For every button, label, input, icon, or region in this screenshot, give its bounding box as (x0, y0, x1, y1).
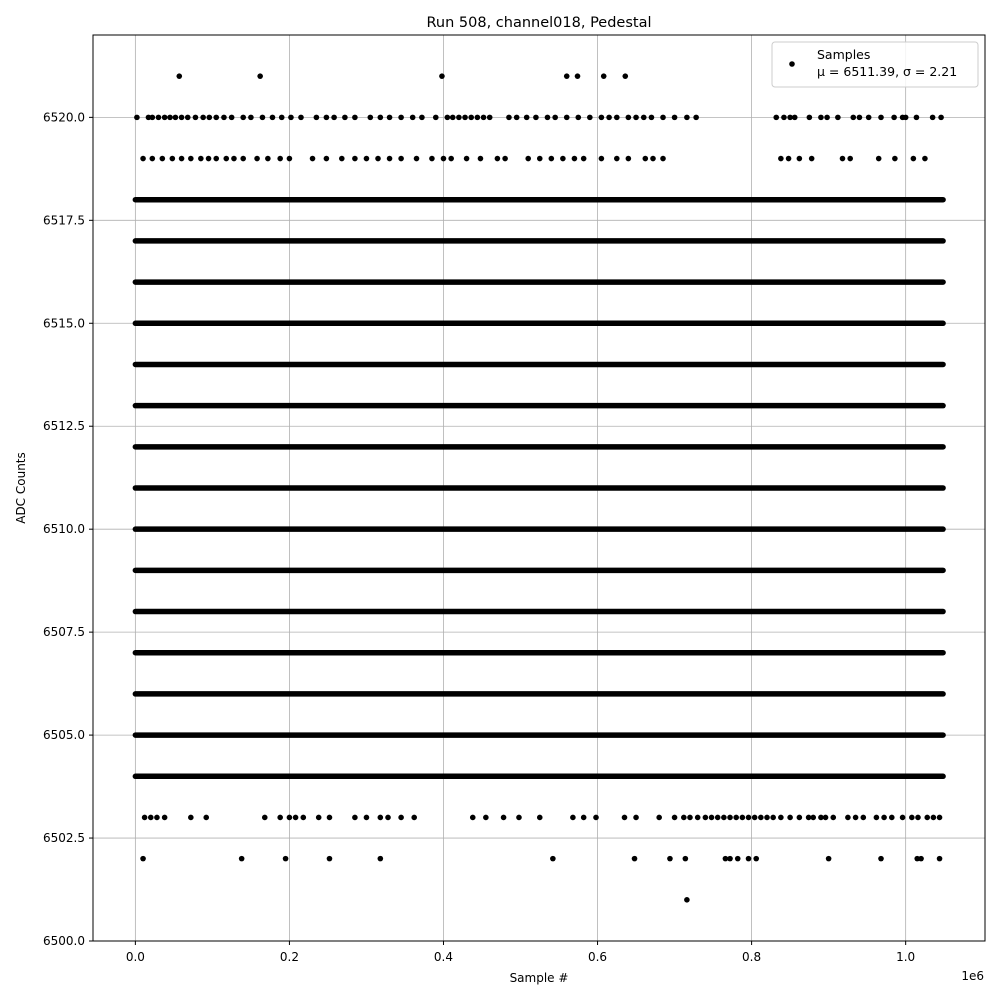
sample-point (687, 815, 693, 821)
sample-point (375, 156, 381, 162)
sample-point (545, 115, 551, 121)
sample-point (316, 815, 322, 821)
sample-point (740, 815, 746, 821)
x-tick-label: 0.8 (742, 950, 762, 964)
sample-point (254, 156, 260, 162)
sample-point (824, 115, 830, 121)
sample-point (601, 73, 607, 79)
sample-point (746, 856, 752, 862)
sample-point (835, 115, 841, 121)
sample-point (414, 156, 420, 162)
sample-point (411, 815, 417, 821)
sample-point (537, 815, 543, 821)
sample-point (468, 115, 474, 121)
sample-point (915, 815, 921, 821)
sample-point (352, 815, 358, 821)
sample-point (533, 115, 539, 121)
sample-point (213, 115, 219, 121)
legend-series-name: Samples (817, 47, 871, 62)
sample-point (823, 815, 829, 821)
sample-point (154, 815, 160, 821)
sample-point (550, 856, 556, 862)
sample-point (581, 815, 587, 821)
sample-point (874, 815, 880, 821)
sample-point (614, 115, 620, 121)
sample-point (342, 115, 348, 121)
sample-point (475, 115, 481, 121)
sample-point (735, 856, 741, 862)
sample-point (410, 115, 416, 121)
sample-point (331, 115, 337, 121)
x-tick-label: 0.6 (587, 950, 608, 964)
sample-point (599, 156, 605, 162)
sample-point (439, 73, 445, 79)
sample-point (881, 815, 887, 821)
sample-point (213, 156, 219, 162)
sample-point (938, 115, 944, 121)
sample-point (193, 115, 199, 121)
sample-point (878, 115, 884, 121)
sample-point (398, 156, 404, 162)
sample-point (262, 815, 268, 821)
sample-point (931, 815, 937, 821)
sample-point (324, 156, 330, 162)
sample-point (265, 156, 271, 162)
sample-point (156, 115, 162, 121)
sample-point (911, 156, 917, 162)
sample-point (575, 115, 581, 121)
sample-point (626, 156, 632, 162)
sample-point (727, 856, 733, 862)
sample-point (240, 156, 246, 162)
sample-point (150, 115, 156, 121)
sample-point (134, 115, 140, 121)
sample-point (643, 156, 649, 162)
sample-point (464, 156, 470, 162)
sample-point (622, 73, 628, 79)
sample-point (448, 156, 454, 162)
sample-point (524, 115, 530, 121)
sample-point (277, 156, 283, 162)
sample-point (516, 815, 522, 821)
sample-point (733, 815, 739, 821)
sample-point (633, 115, 639, 121)
sample-point (787, 815, 793, 821)
sample-point (693, 115, 699, 121)
sample-point (564, 115, 570, 121)
sample-point (188, 815, 194, 821)
sample-point (378, 856, 384, 862)
sample-point (288, 115, 294, 121)
y-tick-label: 6507.5 (43, 625, 85, 640)
sample-point (684, 115, 690, 121)
sample-point (170, 156, 176, 162)
sample-point (770, 815, 776, 821)
sample-point (257, 73, 263, 79)
sample-point (364, 156, 370, 162)
sample-point (142, 815, 148, 821)
sample-point (387, 156, 393, 162)
sample-point (781, 115, 787, 121)
sample-point (167, 115, 173, 121)
sample-point (552, 115, 558, 121)
sample-point (918, 856, 924, 862)
sample-point (378, 115, 384, 121)
sample-point (681, 815, 687, 821)
sample-point (506, 115, 512, 121)
sample-point (445, 115, 451, 121)
sample-point (892, 156, 898, 162)
sample-point (150, 156, 156, 162)
sample-point (672, 115, 678, 121)
sample-point (221, 115, 227, 121)
sample-point (614, 156, 620, 162)
sample-point (229, 115, 235, 121)
sample-point (572, 156, 578, 162)
sample-point (378, 815, 384, 821)
sample-point (495, 156, 501, 162)
sample-point (758, 815, 764, 821)
sample-point (587, 115, 593, 121)
legend-marker (789, 61, 795, 67)
sample-point (364, 815, 370, 821)
sample-point (140, 156, 146, 162)
sample-point (878, 856, 884, 862)
sample-point (188, 156, 194, 162)
sample-point (807, 115, 813, 121)
sample-point (752, 815, 758, 821)
sample-point (709, 815, 715, 821)
sample-point (633, 815, 639, 821)
y-tick-label: 6517.5 (43, 213, 85, 228)
sample-point (248, 115, 254, 121)
sample-point (570, 815, 576, 821)
sample-point (419, 115, 425, 121)
y-tick-label: 6515.0 (43, 316, 85, 331)
sample-point (581, 156, 587, 162)
sample-point (200, 115, 206, 121)
sample-point (537, 156, 543, 162)
sample-point (462, 115, 468, 121)
sample-point (298, 115, 304, 121)
sample-point (549, 156, 555, 162)
sample-point (930, 115, 936, 121)
sample-point (240, 115, 246, 121)
sample-point (481, 115, 487, 121)
sample-point (310, 156, 316, 162)
sample-point (398, 115, 404, 121)
sample-point (173, 115, 179, 121)
sample-point (622, 815, 628, 821)
sample-point (857, 115, 863, 121)
y-tick-label: 6520.0 (43, 110, 85, 125)
sample-point (667, 856, 673, 862)
y-axis-label: ADC Counts (14, 452, 28, 524)
sample-point (198, 156, 204, 162)
sample-point (649, 115, 655, 121)
sample-point (746, 815, 752, 821)
sample-point (695, 815, 701, 821)
sample-point (797, 815, 803, 821)
sample-point (339, 156, 345, 162)
sample-point (560, 156, 566, 162)
sample-point (179, 156, 185, 162)
sample-point (429, 156, 435, 162)
sample-point (575, 73, 581, 79)
sample-point (703, 815, 709, 821)
sample-point (352, 115, 358, 121)
sample-point (387, 115, 393, 121)
sample-point (525, 156, 531, 162)
sample-point (433, 115, 439, 121)
x-tick-label: 1.0 (896, 950, 916, 964)
sample-point (287, 815, 293, 821)
sample-point (599, 115, 605, 121)
sample-point (684, 897, 690, 903)
sample-point (203, 815, 209, 821)
sample-point (260, 115, 266, 121)
sample-point (924, 815, 930, 821)
sample-point (830, 815, 836, 821)
sample-point (840, 156, 846, 162)
sample-point (279, 115, 285, 121)
sample-point (148, 815, 154, 821)
sample-point (818, 115, 824, 121)
sample-point (937, 856, 943, 862)
x-tick-label: 0.0 (125, 950, 145, 964)
sample-point (650, 156, 656, 162)
sample-point (778, 156, 784, 162)
sample-point (223, 156, 229, 162)
x-axis-offset-label: 1e6 (961, 969, 984, 983)
sample-point (185, 115, 191, 121)
x-axis-label: Sample # (509, 971, 569, 985)
sample-point (478, 156, 484, 162)
sample-point (287, 156, 293, 162)
sample-point (626, 115, 632, 121)
sample-point (327, 815, 333, 821)
sample-point (847, 156, 853, 162)
sample-point (450, 115, 456, 121)
sample-point (162, 815, 168, 821)
y-tick-label: 6500.0 (43, 934, 85, 948)
sample-point (903, 115, 909, 121)
sample-point (352, 156, 358, 162)
sample-point (876, 156, 882, 162)
sample-point (314, 115, 320, 121)
sample-point (514, 115, 520, 121)
sample-point (889, 815, 895, 821)
y-tick-label: 6510.0 (43, 522, 85, 537)
sample-point (866, 115, 872, 121)
sample-point (860, 815, 866, 821)
sample-point (683, 856, 689, 862)
sample-point (456, 115, 462, 121)
sample-point (239, 856, 245, 862)
sample-point (778, 815, 784, 821)
y-tick-label: 6502.5 (43, 831, 85, 846)
sample-point (385, 815, 391, 821)
sample-point (487, 115, 493, 121)
sample-point (327, 856, 333, 862)
sample-point (606, 115, 612, 121)
sample-point (660, 115, 666, 121)
sample-point (792, 115, 798, 121)
sample-point (160, 156, 166, 162)
sample-point (810, 815, 816, 821)
sample-point (632, 856, 638, 862)
x-tick-label: 0.4 (433, 950, 454, 964)
sample-point (786, 156, 792, 162)
sample-point (283, 856, 289, 862)
y-tick-label: 6512.5 (43, 419, 85, 434)
sample-point (853, 815, 859, 821)
sample-point (207, 115, 213, 121)
sample-point (845, 815, 851, 821)
sample-point (809, 156, 815, 162)
sample-point (764, 815, 770, 821)
sample-point (324, 115, 330, 121)
sample-point (231, 156, 237, 162)
sample-point (483, 815, 489, 821)
sample-point (398, 815, 404, 821)
legend (772, 42, 978, 87)
sample-point (721, 815, 727, 821)
sample-point (937, 815, 943, 821)
sample-point (593, 815, 599, 821)
sample-point (179, 115, 185, 121)
sample-point (293, 815, 299, 821)
sample-point (162, 115, 168, 121)
sample-point (914, 115, 920, 121)
sample-point (441, 156, 447, 162)
sample-point (564, 73, 570, 79)
sample-point (176, 73, 182, 79)
sample-point (891, 115, 897, 121)
sample-point (140, 856, 146, 862)
x-tick-label: 0.2 (279, 950, 299, 964)
chart-title: Run 508, channel018, Pedestal (426, 15, 652, 31)
sample-point (641, 115, 647, 121)
sample-point (826, 856, 832, 862)
sample-point (660, 156, 666, 162)
sample-point (270, 115, 276, 121)
sample-point (753, 856, 759, 862)
y-tick-label: 6505.0 (43, 728, 85, 743)
sample-point (715, 815, 721, 821)
sample-point (300, 815, 306, 821)
sample-point (206, 156, 212, 162)
sample-point (672, 815, 678, 821)
sample-point (922, 156, 928, 162)
data-points (134, 73, 944, 902)
sample-point (797, 156, 803, 162)
sample-point (470, 815, 476, 821)
sample-point (368, 115, 374, 121)
sample-point (909, 815, 915, 821)
sample-point (773, 115, 779, 121)
sample-point (850, 115, 856, 121)
sample-point (501, 815, 507, 821)
sample-point (900, 815, 906, 821)
legend-stats: μ = 6511.39, σ = 2.21 (817, 64, 958, 79)
sample-point (502, 156, 508, 162)
sample-point (277, 815, 283, 821)
sample-point (727, 815, 733, 821)
sample-point (656, 815, 662, 821)
